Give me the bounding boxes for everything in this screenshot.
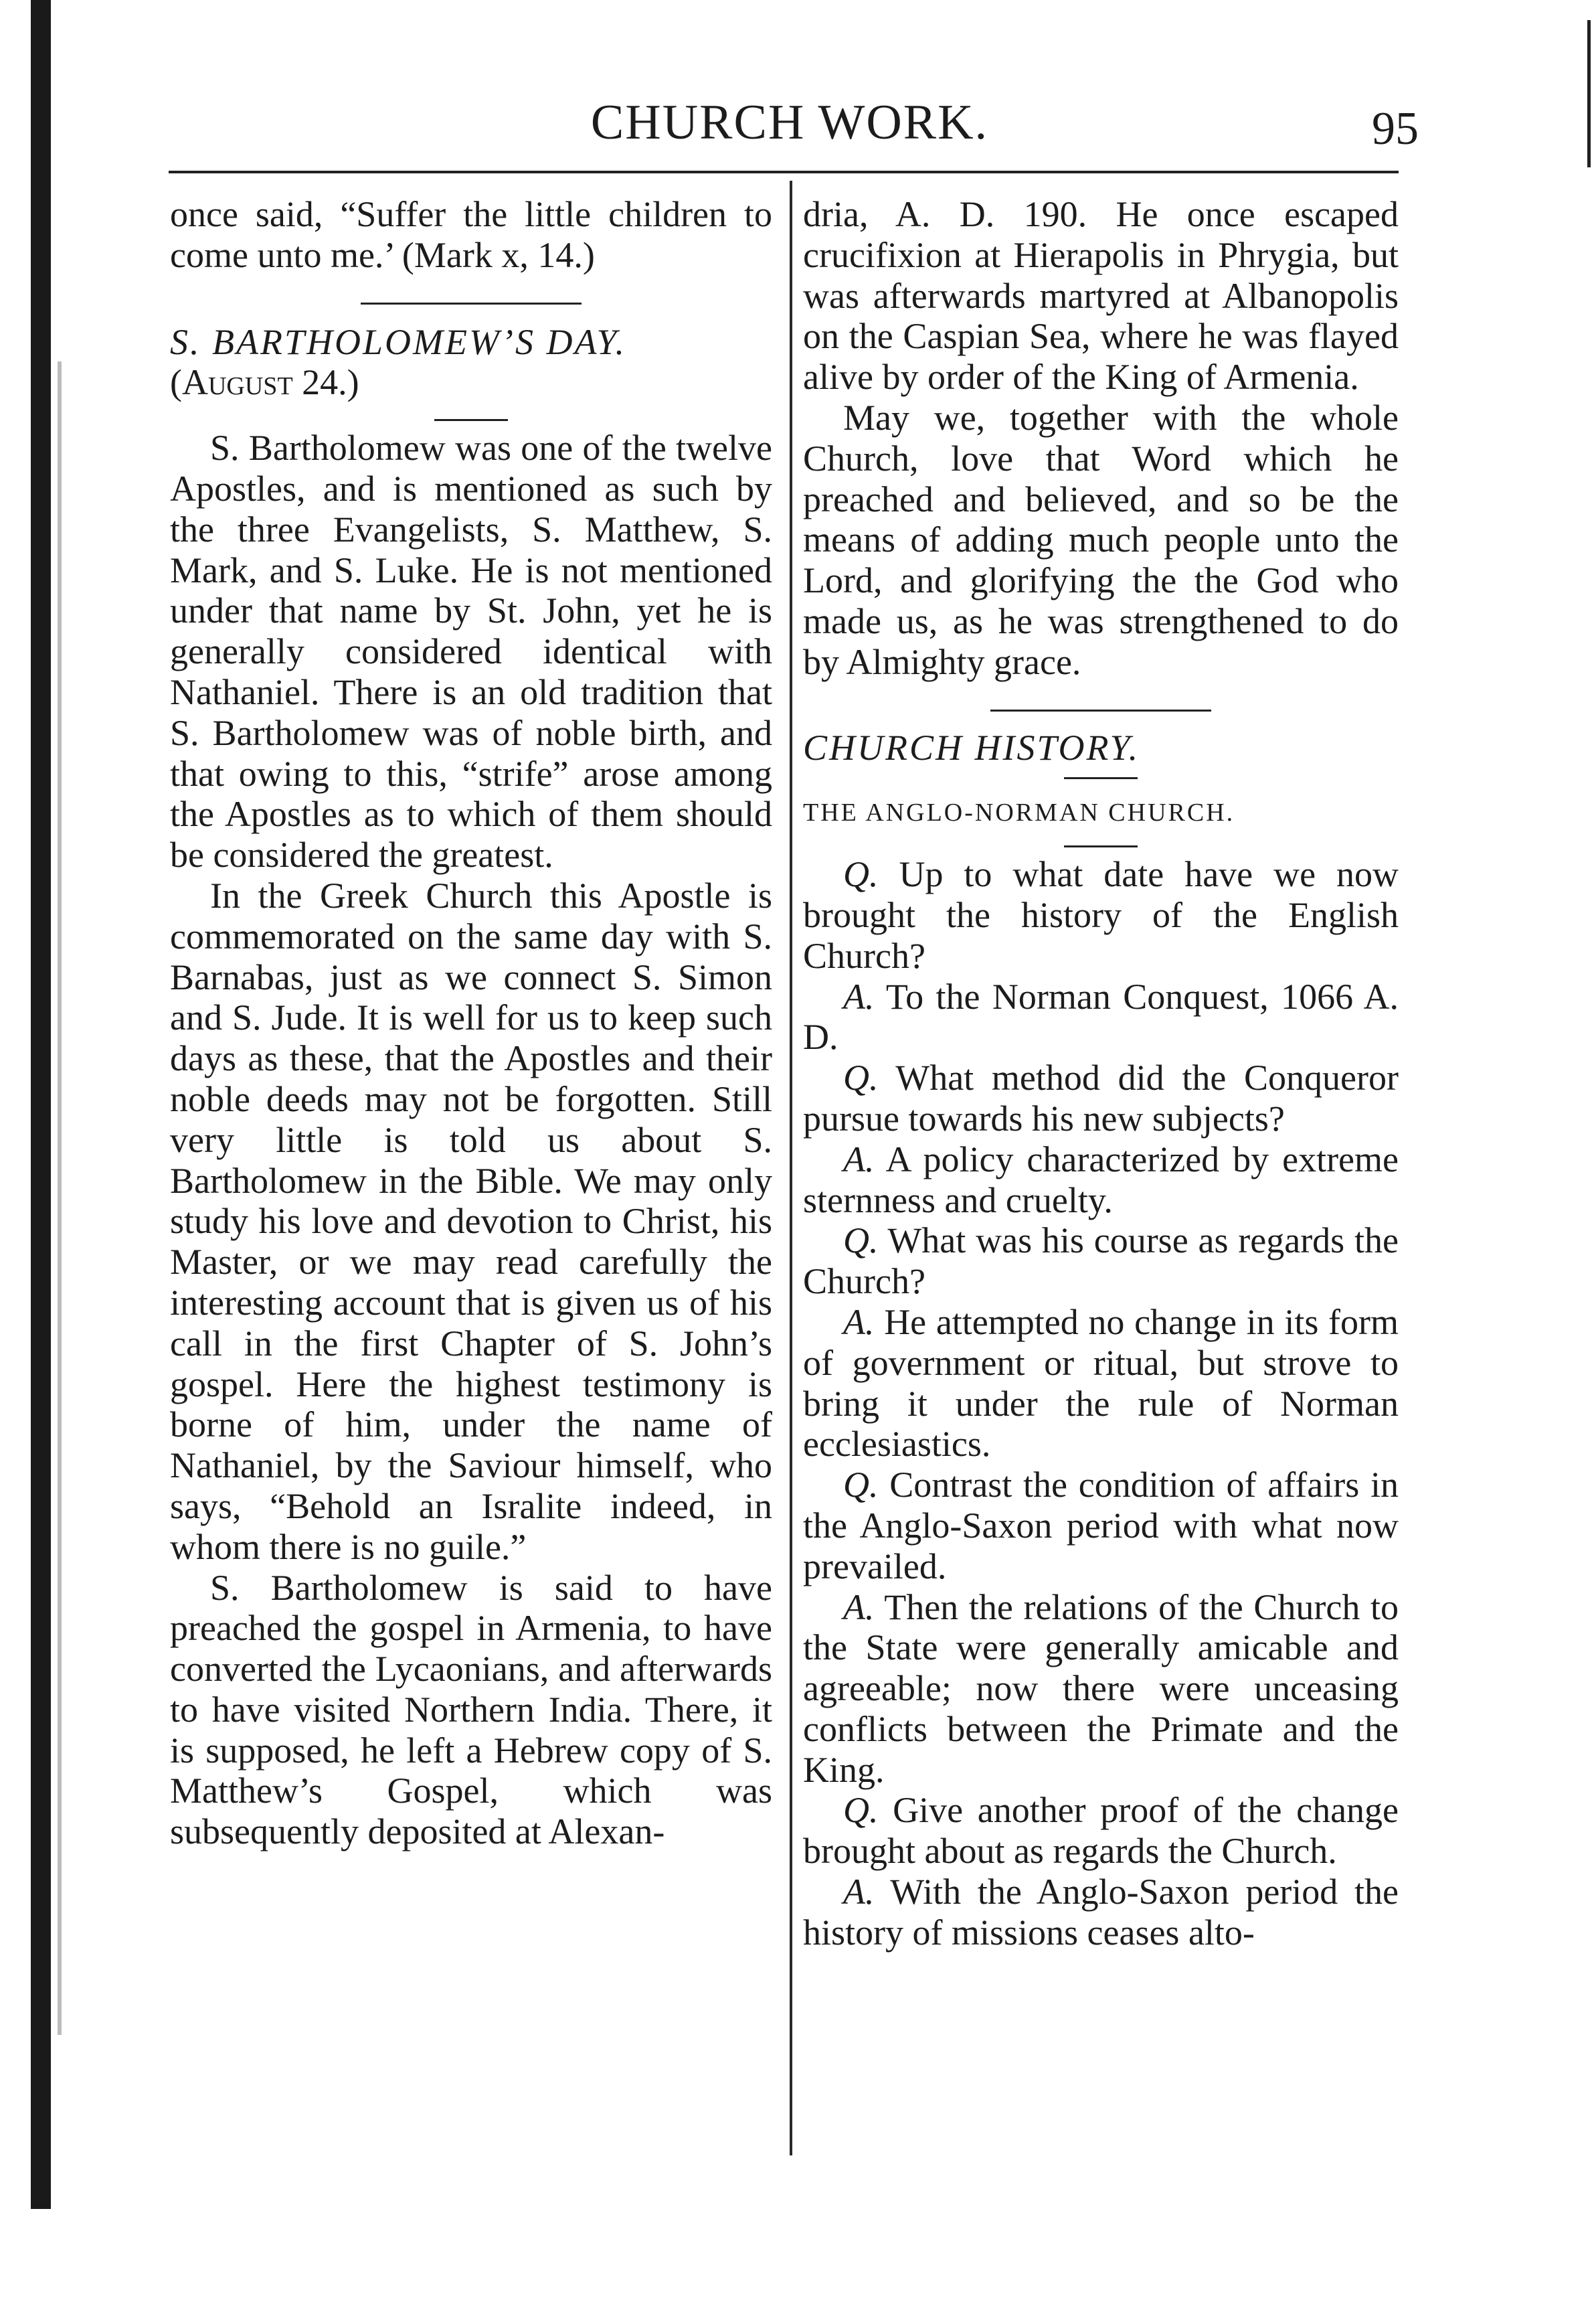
qa-text: What method did the Conqueror pursue towards his new subjects? bbox=[803, 1058, 1399, 1139]
page-edge-mark bbox=[1587, 20, 1591, 167]
section-divider-short bbox=[1064, 845, 1138, 847]
qa-text: Up to what date have we now brought the history of the English Church? bbox=[803, 854, 1399, 976]
binding-shadow bbox=[31, 0, 51, 2209]
qa-label: A. bbox=[843, 1586, 875, 1627]
section-divider bbox=[361, 303, 582, 305]
qa-item bbox=[803, 977, 1399, 1058]
qa-item bbox=[803, 1139, 1399, 1221]
body-paragraph: S. Bartholomew was one of the twelve Apostles, and is mentioned as such by the three Evangelists, S. Matthew, S. Mark, and S. Luke. He is not mentioned under that name by St. John, yet he is generally considered identical with Nathaniel. There is an old tradition that S. Bartholomew was of noble birth, and that owing to this, “strife” arose among the Apostles as to which of them should be considered the greatest. bbox=[170, 428, 772, 876]
qa-label: A. bbox=[843, 976, 875, 1017]
qa-item bbox=[803, 1790, 1399, 1872]
qa-text: A policy characterized by extreme sternness and cruelty. bbox=[803, 1139, 1399, 1220]
qa-item bbox=[803, 1872, 1399, 1953]
qa-text: Give another proof of the change brought about as regards the Church. bbox=[803, 1790, 1399, 1872]
qa-text: To the Norman Conquest, 1066 A. D. bbox=[803, 976, 1399, 1058]
continuation-paragraph: dria, A. D. 190. He once escaped crucifixion at Hierapolis in Phrygia, but was afterwards martyred at Albanopolis on the Caspian Sea, where he was flayed alive by order of the King of Armenia. bbox=[803, 194, 1399, 398]
qa-item bbox=[803, 1058, 1399, 1139]
qa-item bbox=[803, 1587, 1399, 1791]
running-head bbox=[161, 86, 1419, 159]
qa-label: Q. bbox=[843, 1465, 879, 1505]
qa-item bbox=[803, 854, 1399, 976]
qa-text: What was his course as regards the Church? bbox=[803, 1220, 1399, 1302]
section-title-bartholomew: S. BARTHOLOMEW’S DAY. bbox=[170, 321, 627, 362]
page-title: CHURCH WORK. bbox=[590, 95, 989, 150]
left-column bbox=[170, 194, 772, 1852]
qa-label: Q. bbox=[843, 854, 879, 895]
qa-text: Contrast the condition of affairs in the Anglo-Saxon period with what now prevailed. bbox=[803, 1465, 1399, 1586]
binding-edge bbox=[58, 361, 62, 2035]
body-paragraph: In the Greek Church this Apostle is commemorated on the same day with S. Barnabas, just as we connect S. Simon and S. Jude. It is well for us to keep such days as these, that the Apostles and their noble deeds may not be forgotten. Still very little is told us about S. Bartholomew in the Bible. We may only study his love and devotion to Christ, his Master, or we may read carefully the interesting account that is given us of his call in the first Chapter of S. John’s gospel. Here the highest testimony is borne of him, under the name of Nathaniel, by the Saviour himself, who says, “Behold an Isralite indeed, in whom there is no guile.” bbox=[170, 875, 772, 1567]
header-rule bbox=[169, 171, 1399, 173]
closing-paragraph: May we, together with the whole Church, love that Word which he preached and believed, and so be the means of adding much people unto the Lord, and glorifying the the God who made us, as he was strengthened to do by Almighty grace. bbox=[803, 397, 1399, 682]
qa-label: A. bbox=[843, 1139, 875, 1179]
qa-label: Q. bbox=[843, 1058, 879, 1098]
section-date: (August 24.) bbox=[170, 362, 359, 403]
qa-text: With the Anglo-Saxon period the history of missions ceases alto- bbox=[803, 1872, 1399, 1953]
section-divider-short bbox=[434, 419, 508, 421]
qa-text: He attempted no change in its form of government or ritual, but strove to bring it under the rule of Norman ecclesiastics. bbox=[803, 1301, 1399, 1465]
section-title-church-history: CHURCH HISTORY. bbox=[803, 727, 1140, 768]
qa-item bbox=[803, 1465, 1399, 1586]
column-divider bbox=[790, 181, 792, 2155]
body-paragraph: S. Bartholomew is said to have preached the gospel in Armenia, to have converted the Lycaonians, and afterwards to have visited Northern India. There, it is supposed, he left a Hebrew copy of S. Matthew’s Gospel, which was subsequently deposited at Alexan- bbox=[170, 1567, 772, 1852]
qa-label: A. bbox=[843, 1872, 875, 1912]
section-divider-short bbox=[1064, 777, 1138, 779]
right-column bbox=[803, 194, 1399, 1953]
intro-paragraph: once said, “Suffer the little children to come unto me.’ (Mark x, 14.) bbox=[170, 194, 772, 275]
page-number: 95 bbox=[1372, 103, 1419, 155]
qa-item bbox=[803, 1302, 1399, 1465]
qa-text: Then the relations of the Church to the State were generally amicable and agreeable; now there were unceasing conflicts between the Primate and the King. bbox=[803, 1586, 1399, 1790]
section-divider bbox=[990, 710, 1211, 712]
qa-label: Q. bbox=[843, 1220, 879, 1261]
section-subtitle: THE ANGLO-NORMAN CHURCH. bbox=[803, 799, 1235, 827]
qa-label: Q. bbox=[843, 1790, 879, 1831]
qa-item bbox=[803, 1220, 1399, 1302]
qa-label: A. bbox=[843, 1301, 875, 1342]
